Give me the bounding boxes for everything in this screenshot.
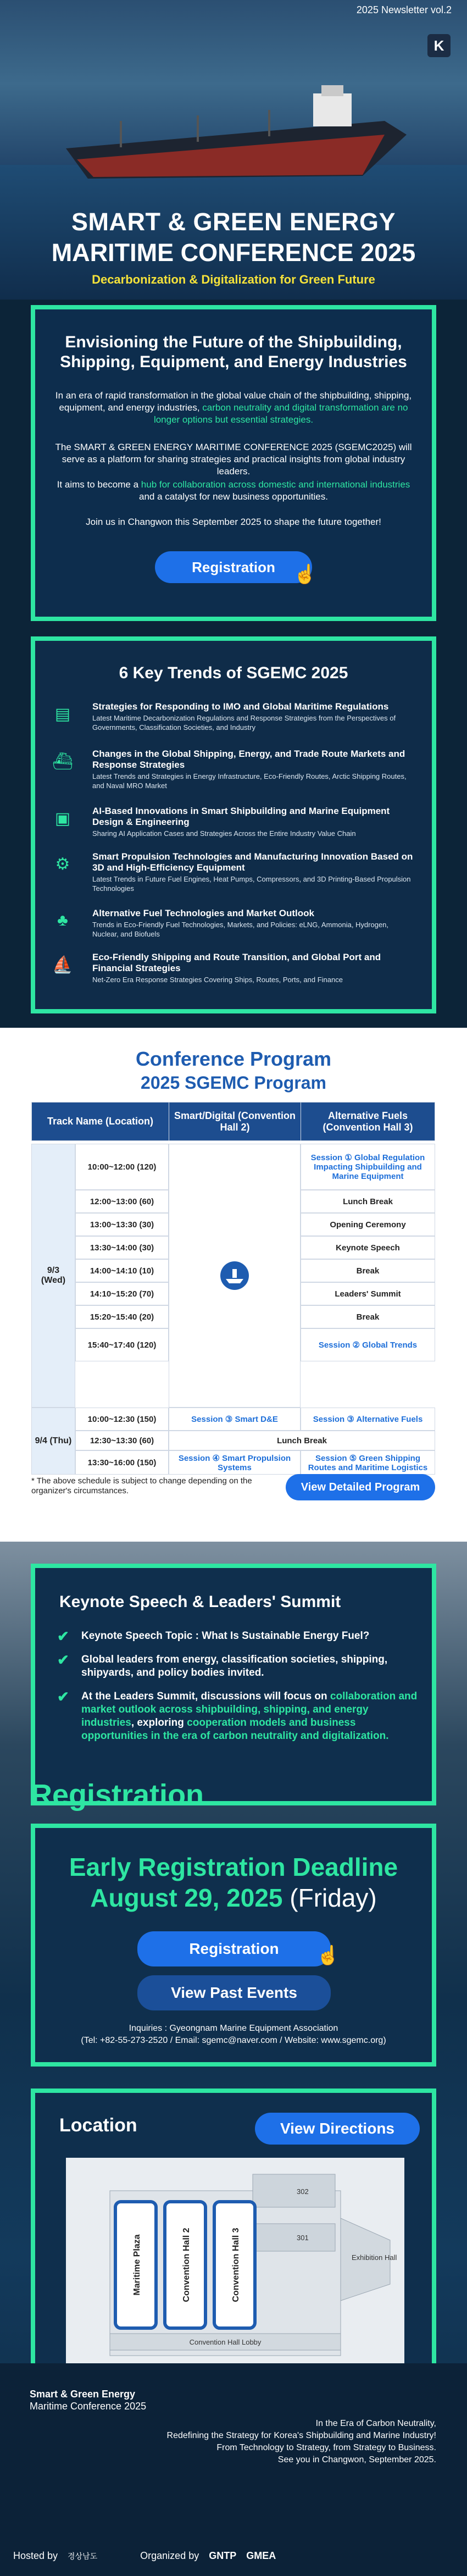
- hosts-row: [13, 2550, 464, 2562]
- registration-heading: Registration: [31, 1779, 204, 1811]
- ai-chip-icon: ▣: [54, 810, 71, 828]
- room-302-label: 302: [297, 2187, 309, 2196]
- intro-p1-text: In an era of rapid transformation in the global value chain of the shipbuilding, shipping, equipment, and energy industries,: [55, 390, 412, 413]
- time-cell: 13:30~14:00 (30): [75, 1236, 169, 1259]
- registration-section: [31, 1824, 436, 2067]
- session-cell: Lunch Break: [301, 1190, 435, 1213]
- keynote-item-text: Keynote Speech Topic : What Is Sustainable Energy Fuel?: [81, 1630, 370, 1642]
- trends-heading: 6 Key Trends of SGEMC 2025: [119, 664, 348, 682]
- cargo-ship-icon: ⛴: [52, 752, 74, 771]
- keynote-item-text: Global leaders from energy, classification societies, shipping, shipyards, and policy bodies invited.: [81, 1654, 388, 1678]
- k-logo-icon: K: [427, 34, 451, 57]
- hero-banner: [0, 0, 467, 300]
- cargo-ship-image: [55, 82, 407, 187]
- session-cell: Session ② Global Trends: [301, 1328, 435, 1361]
- schedule-note: * The above schedule is subject to change depending on the organizer's circumstances.: [31, 1476, 252, 1495]
- registration-button-2[interactable]: Registration: [137, 1931, 331, 1966]
- hall-label-convention2: Convention Hall 2: [182, 2228, 191, 2302]
- lobby-label: Convention Hall Lobby: [189, 2338, 262, 2346]
- footer-logo-line1: Smart & Green Energy: [30, 2389, 136, 2400]
- session-cell: Session ③ Alternative Fuels: [301, 1408, 435, 1431]
- exhibition-hall-label: Exhibition Hall: [352, 2253, 397, 2262]
- trend-title: AI-Based Innovations in Smart Shipbuilding and Marine Equipment Design & Engineering: [92, 806, 390, 827]
- gmea-logo: GMEA: [246, 2550, 276, 2561]
- pointer-cursor-icon: ☝: [293, 564, 317, 585]
- time-cell: 14:10~15:20 (70): [75, 1282, 169, 1305]
- program-table: [31, 1102, 435, 1141]
- intro-paragraph-2: The SMART & GREEN ENERGY MARITIME CONFERENCE 2025 (SGEMC2025) will serve as a platform for sharing strategies and practical insights from global industry leaders.: [55, 442, 412, 477]
- program-title: Conference Program: [135, 1048, 332, 1070]
- column-header: Smart/Digital (Convention Hall 2): [169, 1103, 301, 1141]
- intro-paragraph-4: Join us in Changwon this September 2025 to shape the future together!: [86, 517, 381, 527]
- trend-subtitle: Trends in Eco-Friendly Fuel Technologies, Markets, and Policies: eLNG, Ammonia, Hydrogen, Nuclear, and Biofuels: [92, 921, 389, 938]
- regulation-book-icon: ▤: [54, 705, 71, 723]
- intro-paragraph-1: [51, 390, 416, 426]
- session-cell: Leaders' Summit: [301, 1282, 435, 1305]
- session-cell: Opening Ceremony: [301, 1213, 435, 1236]
- intro-p1-highlight: carbon neutrality and digital transformation are no longer options but essential strategies.: [153, 402, 408, 425]
- session-cell: Break: [301, 1259, 435, 1282]
- inquiry-line1: Inquiries : Gyeongnam Marine Equipment Association: [129, 2024, 338, 2033]
- trend-title: Eco-Friendly Shipping and Route Transition, and Global Port and Financial Strategies: [92, 952, 381, 973]
- day-cell-wed: 9/3 (Wed): [31, 1144, 75, 1408]
- keynote-item3-highlight-2: cooperation models and business opportunities in the era of carbon neutrality and digitalization.: [81, 1717, 389, 1742]
- intro-heading: [35, 333, 432, 372]
- footer-slogan-line: See you in Changwon, September 2025.: [277, 2455, 436, 2464]
- check-circle-icon: ✔: [57, 1652, 69, 1668]
- trend-item: [52, 749, 414, 790]
- keynote-item3-text: At the Leaders Summit, discussions will focus on: [81, 1691, 330, 1702]
- inquiry-line2: (Tel: +82-55-273-2520 / Email: sgemc@naver.com / Website: www.sgemc.org): [81, 2036, 386, 2045]
- inquiries: [35, 2023, 432, 2047]
- hero-tagline: Decarbonization & Digitalization for Green Future: [92, 273, 375, 286]
- session-cell: Break: [301, 1305, 435, 1328]
- footer-logo: [30, 2388, 146, 2412]
- footer-slogan-line: In the Era of Carbon Neutrality,: [315, 2419, 436, 2428]
- check-circle-icon: ✔: [57, 1688, 69, 1705]
- registration-button[interactable]: Registration: [155, 551, 312, 583]
- organized-by-label: Organized by: [140, 2550, 199, 2561]
- view-directions-button[interactable]: View Directions: [255, 2113, 420, 2145]
- trend-subtitle: Net-Zero Era Response Strategies Covering Ships, Routes, Ports, and Finance: [92, 976, 343, 984]
- early-deadline-date: [35, 1883, 432, 1913]
- trend-subtitle: Latest Maritime Decarbonization Regulations and Response Strategies from the Perspectives of Governments, Classification Societies, and Industry: [92, 714, 396, 732]
- trend-title: Strategies for Responding to IMO and Global Maritime Regulations: [92, 701, 389, 712]
- room-301-label: 301: [297, 2234, 309, 2242]
- trend-subtitle: Latest Trends and Strategies in Energy Infrastructure, Eco-Friendly Routes, Arctic Shipping Routes, and Naval MRO Market: [92, 772, 407, 790]
- hall-label-convention3: Convention Hall 3: [231, 2228, 241, 2302]
- keynote-section: [31, 1564, 436, 1805]
- trend-item: [52, 806, 414, 844]
- check-circle-icon: ✔: [57, 1628, 69, 1644]
- intro-paragraph-3: [51, 479, 416, 503]
- trend-item: [52, 851, 414, 893]
- location-heading: Location: [59, 2115, 137, 2136]
- time-cell: 13:30~16:00 (150): [75, 1450, 169, 1475]
- keynote-item3-highlight: collaboration and market outlook across shipbuilding, shipping, and energy industries: [81, 1691, 418, 1729]
- column-header: Alternative Fuels (Convention Hall 3): [301, 1103, 435, 1141]
- day-cell-thu: 9/4 (Thu): [31, 1408, 75, 1475]
- column-header: Track Name (Location): [32, 1103, 169, 1141]
- trend-item: [52, 701, 414, 740]
- time-cell: 15:20~15:40 (20): [75, 1305, 169, 1328]
- smart-hall-merged-cell: [169, 1144, 301, 1408]
- trend-item: [52, 952, 414, 990]
- session-cell: Session ① Global Regulation Impacting Shipbuilding and Marine Equipment: [301, 1144, 435, 1190]
- program-header-row: [32, 1103, 435, 1141]
- time-cell: 10:00~12:30 (150): [75, 1408, 169, 1431]
- footer-slogan-line: Redefining the Strategy for Korea's Shipbuilding and Marine Industry!: [166, 2431, 436, 2440]
- program-section: [0, 1028, 467, 1542]
- intro-heading-line2: Shipping, Equipment, and Energy Industries: [60, 353, 407, 371]
- footer-slogan: [167, 2418, 436, 2466]
- gntp-logo: GNTP: [209, 2550, 237, 2561]
- footer-slogan-line: From Technology to Strategy, from Strategy to Business.: [216, 2443, 436, 2452]
- trend-title: Alternative Fuel Technologies and Market Outlook: [92, 908, 314, 918]
- pointer-cursor-icon: ☝: [316, 1945, 340, 1966]
- eco-ship-icon: ⛵: [52, 956, 73, 974]
- intro-heading-line1: Envisioning the Future of the Shipbuilding,: [65, 333, 402, 351]
- time-cell: 15:40~17:40 (120): [75, 1328, 169, 1361]
- intro-p3-text: It aims to become a: [57, 479, 141, 490]
- trends-section: [31, 636, 436, 1013]
- trend-item: [52, 908, 414, 946]
- robot-arm-icon: ⚙: [55, 855, 70, 873]
- time-cell: 12:00~13:00 (60): [75, 1190, 169, 1213]
- green-factory-icon: ♣: [57, 911, 68, 929]
- conference-logo-icon: [219, 1260, 250, 1291]
- keynote-item-text: [81, 1690, 422, 1743]
- time-cell: 14:00~14:10 (10): [75, 1259, 169, 1282]
- session-cell: Session ⑤ Green Shipping Routes and Maritime Logistics: [301, 1450, 435, 1475]
- hall-label-maritime: Maritime Plaza: [132, 2234, 142, 2296]
- deadline-day-text: (Friday): [290, 1883, 377, 1912]
- deadline-date-text: August 29, 2025: [90, 1883, 283, 1912]
- trend-subtitle: Latest Trends in Future Fuel Engines, Heat Pumps, Compressors, and 3D Printing-Based Propulsion Technologies: [92, 875, 411, 893]
- hosted-by-label: Hosted by: [13, 2550, 58, 2561]
- early-deadline-label: Early Registration Deadline: [69, 1853, 398, 1881]
- trend-subtitle: Sharing AI Application Cases and Strategies Across the Entire Industry Value Chain: [92, 829, 356, 838]
- view-detailed-program-button[interactable]: View Detailed Program: [286, 1474, 435, 1500]
- session-cell: Session ④ Smart Propulsion Systems: [169, 1450, 301, 1475]
- session-cell: Session ③ Smart D&E: [169, 1408, 301, 1431]
- gyeongnam-logo: 경상남도: [68, 2551, 98, 2561]
- footer-logo-line2: Maritime Conference 2025: [30, 2401, 147, 2412]
- session-cell: Keynote Speech: [301, 1236, 435, 1259]
- session-cell: Lunch Break: [169, 1431, 435, 1450]
- intro-p3-text-end: and a catalyst for new business opportunities.: [139, 491, 328, 502]
- hero-title-line2: MARITIME CONFERENCE 2025: [51, 239, 416, 267]
- intro-p3-highlight: hub for collaboration across domestic and international industries: [141, 479, 410, 490]
- newsletter-label: 2025 Newsletter vol.2: [356, 4, 452, 15]
- trend-title: Changes in the Global Shipping, Energy, and Trade Route Markets and Response Strategies: [92, 749, 405, 770]
- keynote-heading: Keynote Speech & Leaders' Summit: [59, 1593, 341, 1611]
- time-cell: 12:30~13:30 (60): [75, 1431, 169, 1450]
- hero-title-line1: SMART & GREEN ENERGY: [71, 208, 396, 236]
- view-past-events-button[interactable]: View Past Events: [137, 1975, 331, 2010]
- trend-title: Smart Propulsion Technologies and Manufacturing Innovation Based on 3D and High-Efficiency Equipment: [92, 851, 413, 873]
- program-subtitle: 2025 SGEMC Program: [141, 1073, 326, 1093]
- time-cell: 10:00~12:00 (120): [75, 1144, 169, 1190]
- intro-section: [31, 305, 436, 621]
- time-cell: 13:00~13:30 (30): [75, 1213, 169, 1236]
- keynote-item3-text-mid: , exploring: [131, 1717, 187, 1729]
